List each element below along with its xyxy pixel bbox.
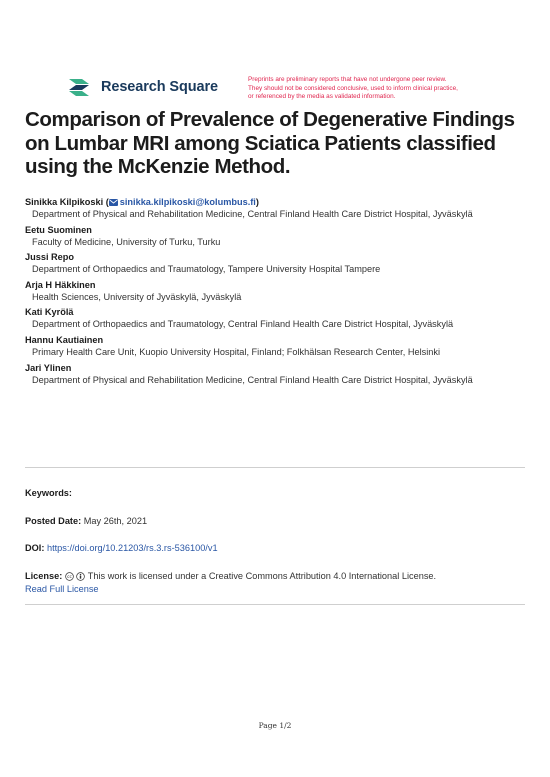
posted-date-value: May 26th, 2021 <box>83 516 148 526</box>
page-number: Page 1/2 <box>258 721 292 730</box>
author-name: Kati Kyrölä <box>25 307 74 318</box>
envelope-icon <box>109 199 118 206</box>
license-row <box>25 570 530 596</box>
author-name: Arja H Häkkinen <box>25 279 96 290</box>
author-affiliation: Department of Orthopaedics and Traumatology, Tampere University Hospital Tampere <box>32 264 381 275</box>
author-affiliation: Health Sciences, University of Jyväskylä, Jyväskylä <box>32 291 242 302</box>
section-divider <box>25 467 525 468</box>
svg-text:cc: cc <box>66 575 72 581</box>
preprint-disclaimer <box>248 76 528 102</box>
doi-label: DOI: <box>25 543 45 553</box>
author-name: Sinikka Kilpikoski ( sinikka.kilpikoski@kolumbus.fi) <box>25 197 259 207</box>
author-name: Eetu Suominen <box>25 224 92 235</box>
author-affiliation: Department of Physical and Rehabilitation Medicine, Central Finland Health Care District Hospital, Jyväskylä <box>32 209 473 219</box>
attribution-icon <box>76 572 85 581</box>
doi-link[interactable]: https://doi.org/10.21203/rs.3.rs-536100/v1 <box>46 543 218 553</box>
author-affiliation: Department of Physical and Rehabilitation Medicine, Central Finland Health Care District Hospital, Jyväskylä <box>32 374 473 385</box>
license-label: License: <box>25 571 63 581</box>
doi-row <box>25 542 530 555</box>
author-list <box>25 196 530 389</box>
keywords-row <box>25 487 530 500</box>
read-full-license-link[interactable]: Read Full License <box>25 584 99 594</box>
disclaimer-line: or referenced by the media as validated information. <box>248 93 396 101</box>
author-affiliation: Department of Orthopaedics and Traumatology, Central Finland Health Care District Hospital, Jyväskylä <box>32 319 454 330</box>
license-text: This work is licensed under a Creative Commons Attribution 4.0 International License. <box>87 571 437 581</box>
section-divider <box>25 604 525 605</box>
author-name: Jussi Repo <box>25 252 75 263</box>
disclaimer-line: They should not be considered conclusive, used to inform clinical practice, <box>248 84 458 92</box>
keywords-label: Keywords: <box>25 488 72 498</box>
paper-title: Comparison of Prevalence of Degenerative Findings on Lumbar MRI among Sciatica Patients classified using the McKenzie Method. <box>25 108 515 178</box>
creative-commons-icon <box>65 572 74 581</box>
disclaimer-line: Preprints are preliminary reports that have not undergone peer review. <box>248 76 447 83</box>
logo-text: Research Square <box>101 79 218 95</box>
author-name: Jari Ylinen <box>25 362 72 373</box>
posted-date-label: Posted Date: <box>25 516 82 526</box>
author-affiliation: Primary Health Care Unit, Kuopio University Hospital, Finland; Folkhälsan Research Center, Helsinki <box>32 346 440 357</box>
posted-date-row <box>25 515 530 528</box>
author-email-link[interactable]: sinikka.kilpikoski@kolumbus.fi <box>109 197 256 207</box>
research-square-logo-icon <box>67 76 93 98</box>
research-square-logo[interactable] <box>67 76 218 98</box>
author-name: Hannu Kautiainen <box>25 334 104 345</box>
author-affiliation: Faculty of Medicine, University of Turku, Turku <box>32 236 221 247</box>
